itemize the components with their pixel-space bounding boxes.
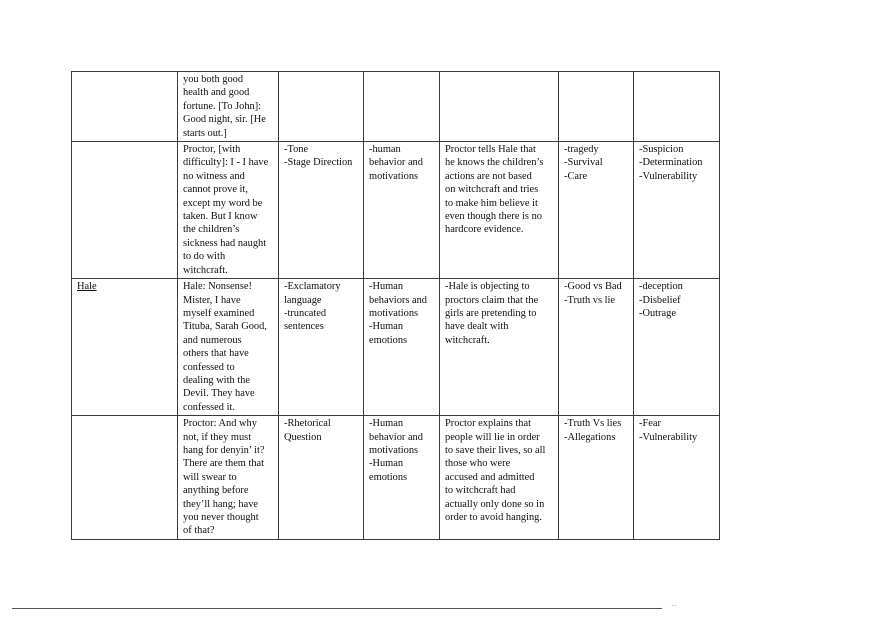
- quote-cell: Proctor: And why not, if they must hang for denyin’ it? There are them that will swear to anything before they’ll hang; have you never thought of that?: [178, 416, 279, 540]
- speaker-cell: [72, 72, 178, 142]
- emotions-cell: -deception -Disbelief -Outrage: [634, 279, 720, 416]
- speaker-cell: [72, 416, 178, 540]
- quote-cell: Proctor, [with difficulty]: I - I have no witness and cannot prove it, except my word be taken. But I know the children’s sickness had naught to do with witchcraft.: [178, 142, 279, 279]
- techniques-cell: [279, 72, 364, 142]
- themes2-cell: -tragedy -Survival -Care: [559, 142, 634, 279]
- quote-cell: you both good health and good fortune. [To John]: Good night, sir. [He starts out.]: [178, 72, 279, 142]
- themes2-cell: -Good vs Bad -Truth vs lie: [559, 279, 634, 416]
- table-row: [72, 72, 720, 142]
- explanation-cell: -Hale is objecting to proctors claim that the girls are pretending to have dealt with witchcraft.: [440, 279, 559, 416]
- emotions-cell: -Suspicion -Determination -Vulnerability: [634, 142, 720, 279]
- theme-cell: -Human behaviors and motivations -Human emotions: [364, 279, 440, 416]
- quote-analysis-table: [71, 71, 720, 540]
- theme-cell: -Human behavior and motivations -Human emotions: [364, 416, 440, 540]
- techniques-cell: -Exclamatory language -truncated sentences: [279, 279, 364, 416]
- emotions-cell: -Fear -Vulnerability: [634, 416, 720, 540]
- techniques-cell: -Rhetorical Question: [279, 416, 364, 540]
- explanation-cell: Proctor tells Hale that he knows the children’s actions are not based on witchcraft and tries to make him believe it even though there is no hardcore evidence.: [440, 142, 559, 279]
- quote-cell: Hale: Nonsense! Mister, I have myself examined Tituba, Sarah Good, and numerous others that have confessed to dealing with the Devil. They have confessed it.: [178, 279, 279, 416]
- footer-watermark: · · ▪▪: [662, 603, 678, 609]
- themes2-cell: -Truth Vs lies -Allegations: [559, 416, 634, 540]
- speaker-name: Hale: [77, 281, 97, 293]
- table-row: [72, 142, 720, 279]
- footer-rule: [12, 608, 662, 609]
- speaker-cell: [72, 142, 178, 279]
- theme-cell: [364, 72, 440, 142]
- themes2-cell: [559, 72, 634, 142]
- speaker-cell: [72, 279, 178, 416]
- explanation-cell: [440, 72, 559, 142]
- techniques-cell: -Tone -Stage Direction: [279, 142, 364, 279]
- emotions-cell: [634, 72, 720, 142]
- explanation-cell: Proctor explains that people will lie in order to save their lives, so all those who were accused and admitted to witchcraft had actually only done so in order to avoid hanging.: [440, 416, 559, 540]
- table-row: [72, 279, 720, 416]
- theme-cell: -human behavior and motivations: [364, 142, 440, 279]
- table-row: [72, 416, 720, 540]
